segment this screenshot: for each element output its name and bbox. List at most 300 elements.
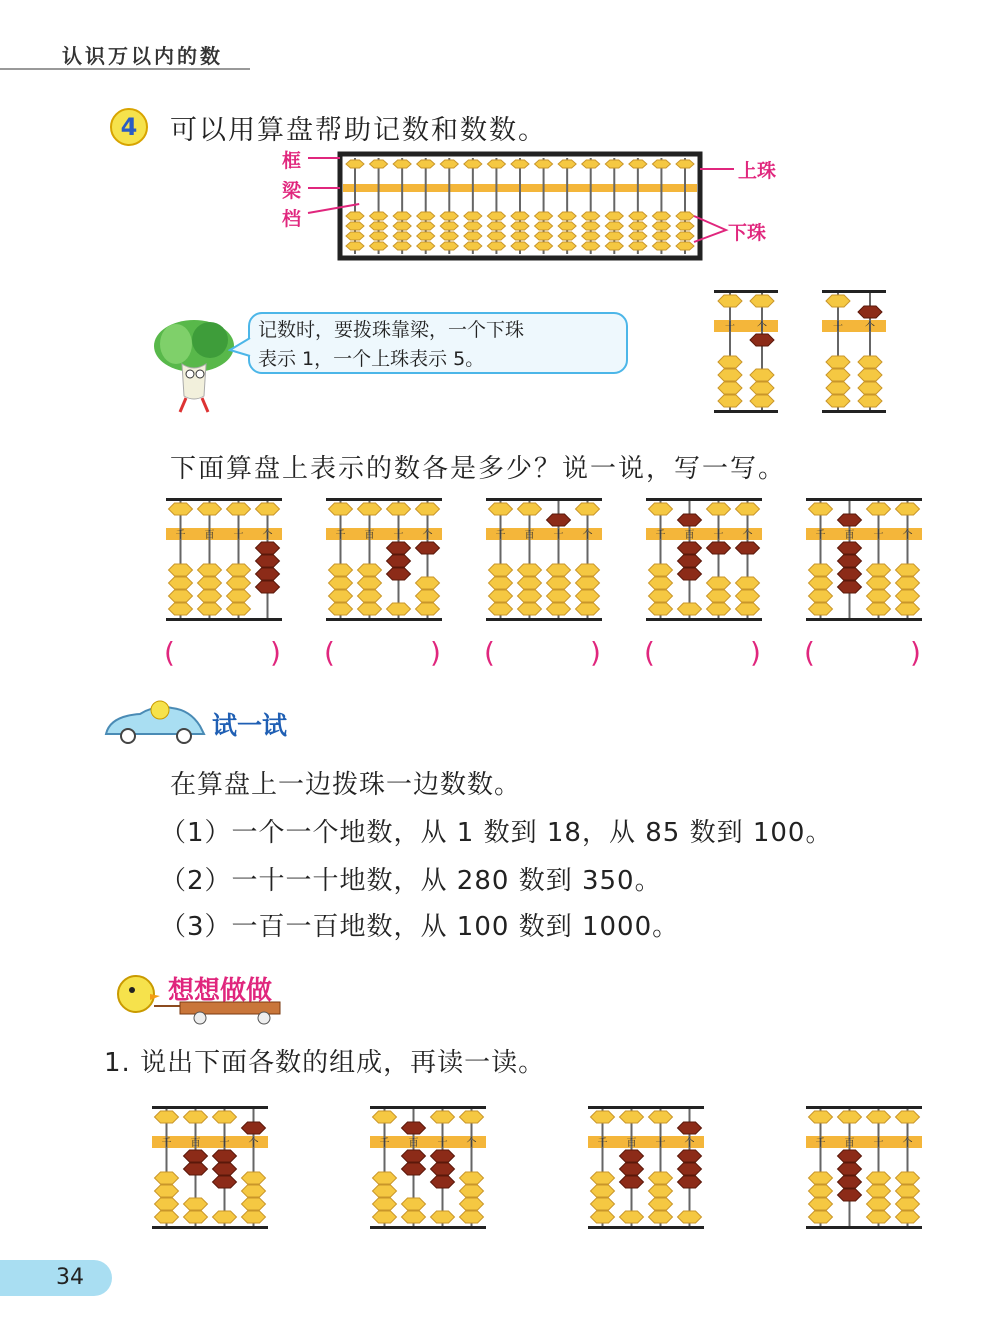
abacus-bead — [620, 1111, 644, 1123]
think-title: 想想做做 — [168, 976, 273, 1006]
abacus-top-bar — [588, 1106, 704, 1109]
abacus-bead — [576, 564, 600, 576]
abacus-bead — [620, 1150, 644, 1162]
try-item-3: （3）一百一百地数，从 100 数到 1000。 — [160, 912, 680, 942]
abacus-bead — [242, 1185, 266, 1197]
abacus-bead — [678, 1211, 702, 1223]
abacus-bead — [431, 1163, 455, 1175]
place-label: 个 — [248, 1138, 259, 1149]
abacus-bead — [329, 577, 353, 589]
place-label: 十 — [393, 530, 404, 541]
abacus-bead — [591, 1198, 615, 1210]
question-abacus — [806, 498, 922, 621]
abacus-top-bar — [806, 1106, 922, 1109]
abacus-bead — [826, 369, 850, 381]
abacus-bead — [358, 590, 382, 602]
example-abacus — [714, 290, 778, 413]
place-label: 千 — [379, 1138, 390, 1149]
abacus-bead — [242, 1198, 266, 1210]
abacus-bead — [809, 1198, 833, 1210]
abacus-bead — [649, 564, 673, 576]
abacus-bead — [184, 1150, 208, 1162]
abacus-bottom-bar — [588, 1226, 704, 1229]
abacus-top-bar — [166, 498, 282, 501]
practice-abacus — [806, 1106, 922, 1229]
abacus-bead — [416, 590, 440, 602]
question-abacus — [326, 498, 442, 621]
abacus-bead — [838, 568, 862, 580]
abacus-bead — [489, 603, 513, 615]
abacus-bead — [678, 542, 702, 554]
abacus-bead — [576, 590, 600, 602]
abacus-bead — [718, 295, 742, 307]
abacus-bead — [184, 1198, 208, 1210]
abacus-bead — [620, 1211, 644, 1223]
abacus-bead — [678, 603, 702, 615]
abacus-bead — [809, 590, 833, 602]
abacus-bead — [838, 514, 862, 526]
abacus-bead — [591, 1185, 615, 1197]
abacus-bead — [649, 590, 673, 602]
place-label: 百 — [524, 530, 535, 541]
abacus-bead — [649, 1111, 673, 1123]
place-label: 百 — [844, 530, 855, 541]
abacus-bead — [826, 382, 850, 394]
place-label: 个 — [865, 322, 875, 333]
place-label: 个 — [262, 530, 273, 541]
abacus-bead — [858, 369, 882, 381]
abacus-bead — [489, 590, 513, 602]
abacus-bead — [518, 503, 542, 515]
abacus-bead — [227, 603, 251, 615]
abacus-bead — [858, 395, 882, 407]
abacus-bead — [402, 1150, 426, 1162]
abacus-bead — [896, 1111, 920, 1123]
abacus-bead — [460, 1211, 484, 1223]
abacus-bead — [227, 590, 251, 602]
abacus-bead — [838, 555, 862, 567]
abacus-bead — [373, 1211, 397, 1223]
abacus-bead — [826, 395, 850, 407]
small-abaci — [152, 290, 922, 1229]
abacus-bead — [750, 295, 774, 307]
chapter-title: 认识万以内的数 — [62, 44, 223, 68]
abacus-bead — [809, 1172, 833, 1184]
abacus-bead — [858, 306, 882, 318]
abacus-bead — [867, 503, 891, 515]
abacus-bead — [387, 555, 411, 567]
abacus-top-bar — [822, 290, 886, 293]
abacus-bead — [155, 1211, 179, 1223]
abacus-bead — [256, 581, 280, 593]
answer-paren-close: ) — [590, 636, 601, 669]
abacus-bead — [838, 581, 862, 593]
abacus-bead — [649, 1172, 673, 1184]
abacus-bead — [431, 1211, 455, 1223]
abacus-bead — [591, 1111, 615, 1123]
place-label: 千 — [161, 1138, 172, 1149]
abacus-bead — [489, 503, 513, 515]
abacus-bead — [518, 564, 542, 576]
abacus-top-bar — [326, 498, 442, 501]
answer-paren-open: ( — [484, 636, 495, 669]
place-label: 百 — [408, 1138, 419, 1149]
abacus-bead — [329, 590, 353, 602]
abacus-bead — [707, 590, 731, 602]
abacus-bead — [649, 503, 673, 515]
abacus-bead — [256, 542, 280, 554]
question-abacus — [166, 498, 282, 621]
abacus-bead — [826, 356, 850, 368]
abacus-bead — [547, 590, 571, 602]
abacus-bead — [718, 395, 742, 407]
abacus-bead — [649, 1185, 673, 1197]
abacus-bead — [358, 564, 382, 576]
abacus-bead — [809, 1211, 833, 1223]
page-number: 34 — [0, 1260, 112, 1296]
abacus-bead — [547, 564, 571, 576]
place-label: 十 — [553, 530, 564, 541]
abacus-bead — [213, 1150, 237, 1162]
place-label: 十 — [873, 530, 884, 541]
place-label: 个 — [582, 530, 593, 541]
place-label: 百 — [364, 530, 375, 541]
question-abacus — [486, 498, 602, 621]
abacus-bead — [736, 577, 760, 589]
place-label: 个 — [902, 1138, 913, 1149]
abacus-bead — [707, 503, 731, 515]
place-label: 千 — [815, 1138, 826, 1149]
abacus-bead — [576, 603, 600, 615]
abacus-top-bar — [646, 498, 762, 501]
abacus-bead — [518, 577, 542, 589]
abacus-bead — [649, 1211, 673, 1223]
answer-paren-close: ) — [270, 636, 281, 669]
abacus-bead — [169, 564, 193, 576]
abacus-bead — [867, 1211, 891, 1223]
abacus-bead — [838, 1163, 862, 1175]
abacus-bead — [460, 1172, 484, 1184]
abacus-bead — [547, 514, 571, 526]
abacus-bead — [736, 590, 760, 602]
answer-paren-close: ) — [910, 636, 921, 669]
label-rod: 档 — [282, 208, 302, 230]
abacus-bead — [387, 542, 411, 554]
abacus-bead — [431, 1111, 455, 1123]
abacus-bead — [649, 603, 673, 615]
abacus-bead — [227, 503, 251, 515]
abacus-bead — [242, 1211, 266, 1223]
abacus-bead — [896, 1198, 920, 1210]
practice-abacus — [588, 1106, 704, 1229]
abacus-bead — [416, 503, 440, 515]
place-label: 千 — [335, 530, 346, 541]
abacus-bead — [460, 1198, 484, 1210]
abacus-bead — [198, 603, 222, 615]
example-number-badge: 4 — [110, 108, 148, 146]
abacus-bead — [227, 577, 251, 589]
abacus-bead — [649, 1198, 673, 1210]
abacus-bead — [213, 1111, 237, 1123]
abacus-bead — [198, 590, 222, 602]
abacus-bead — [227, 564, 251, 576]
car-icon — [100, 700, 210, 746]
label-lower-bead: 下珠 — [728, 222, 767, 244]
place-label: 百 — [844, 1138, 855, 1149]
abacus-bead — [155, 1111, 179, 1123]
abacus-bottom-bar — [152, 1226, 268, 1229]
abacus-bead — [750, 369, 774, 381]
abacus-bead — [591, 1172, 615, 1184]
practice-abacus — [152, 1106, 268, 1229]
abacus-bead — [402, 1198, 426, 1210]
label-frame: 框 — [282, 150, 302, 172]
example-text: 可以用算盘帮助记数和数数。 — [170, 115, 547, 146]
try-intro: 在算盘上一边拨珠一边数数。 — [170, 770, 522, 800]
abacus-bead — [858, 356, 882, 368]
place-label: 千 — [655, 530, 666, 541]
place-label: 十 — [437, 1138, 448, 1149]
abacus-top-bar — [152, 1106, 268, 1109]
abacus-bead — [838, 1176, 862, 1188]
place-label: 千 — [815, 530, 826, 541]
place-label: 个 — [466, 1138, 477, 1149]
try-item-1: （1）一个一个地数，从 1 数到 18，从 85 数到 100。 — [160, 818, 833, 848]
place-label: 个 — [757, 322, 767, 333]
speech-line-2: 表示 1，一个上珠表示 5。 — [258, 348, 485, 370]
abacus-bead — [213, 1176, 237, 1188]
abacus-bead — [896, 1172, 920, 1184]
abacus-bead — [809, 1185, 833, 1197]
abacus-bead — [576, 577, 600, 589]
abacus-bead — [707, 603, 731, 615]
place-label: 十 — [219, 1138, 230, 1149]
abacus-bead — [896, 1211, 920, 1223]
abacus-bead — [184, 1111, 208, 1123]
abacus-bead — [896, 603, 920, 615]
place-label: 十 — [873, 1138, 884, 1149]
abacus-bead — [809, 1111, 833, 1123]
place-label: 十 — [725, 322, 735, 333]
abacus-bead — [736, 503, 760, 515]
abacus-bead — [867, 577, 891, 589]
try-title: 试一试 — [212, 711, 288, 740]
abacus-bead — [867, 1172, 891, 1184]
abacus-bead — [518, 590, 542, 602]
abacus-bead — [198, 577, 222, 589]
abacus-bead — [736, 603, 760, 615]
abacus-bead — [867, 603, 891, 615]
practice-abacus — [370, 1106, 486, 1229]
abacus-bottom-bar — [326, 618, 442, 621]
place-label: 千 — [597, 1138, 608, 1149]
abacus-bead — [718, 382, 742, 394]
answer-paren-close: ) — [430, 636, 441, 669]
abacus-bead — [213, 1211, 237, 1223]
abacus-beam — [822, 320, 886, 332]
abacus-bead — [826, 295, 850, 307]
abacus-bead — [896, 503, 920, 515]
abacus-bottom-bar — [486, 618, 602, 621]
abacus-bead — [460, 1185, 484, 1197]
abacus-bead — [678, 1122, 702, 1134]
abacus-bead — [838, 1111, 862, 1123]
abacus-bottom-bar — [822, 410, 886, 413]
abacus-bead — [576, 503, 600, 515]
abacus-bead — [750, 382, 774, 394]
abacus-top-bar — [370, 1106, 486, 1109]
abacus-bead — [547, 577, 571, 589]
abacus-bead — [358, 503, 382, 515]
abacus-bead — [809, 564, 833, 576]
abacus-bead — [718, 369, 742, 381]
question-text: 下面算盘上表示的数各是多少？说一说，写一写。 — [170, 454, 787, 484]
abacus-bead — [896, 590, 920, 602]
abacus-top-bar — [486, 498, 602, 501]
abacus-bead — [358, 603, 382, 615]
abacus-bead — [329, 503, 353, 515]
abacus-bead — [858, 382, 882, 394]
abacus-bead — [867, 1198, 891, 1210]
abacus-bead — [329, 603, 353, 615]
abacus-bead — [896, 577, 920, 589]
abacus-bottom-bar — [370, 1226, 486, 1229]
abacus-bead — [838, 1189, 862, 1201]
abacus-bead — [256, 555, 280, 567]
abacus-bead — [402, 1163, 426, 1175]
place-label: 个 — [902, 530, 913, 541]
abacus-bead — [896, 564, 920, 576]
abacus-bead — [896, 1185, 920, 1197]
try-item-2: （2）一十一十地数，从 280 数到 350。 — [160, 866, 662, 896]
abacus-top-bar — [806, 498, 922, 501]
abacus-bottom-bar — [806, 618, 922, 621]
abacus-bead — [649, 577, 673, 589]
abacus-bead — [155, 1198, 179, 1210]
answer-paren-open: ( — [164, 636, 175, 669]
place-label: 百 — [190, 1138, 201, 1149]
abacus-bead — [169, 603, 193, 615]
abacus-bead — [373, 1172, 397, 1184]
abacus-bead — [431, 1176, 455, 1188]
abacus-bead — [402, 1122, 426, 1134]
abacus-bead — [718, 356, 742, 368]
abacus-bead — [707, 542, 731, 554]
abacus-bead — [184, 1163, 208, 1175]
abacus-bead — [867, 1185, 891, 1197]
abacus-bead — [460, 1111, 484, 1123]
abacus-bead — [373, 1185, 397, 1197]
abacus-bead — [678, 555, 702, 567]
abacus-bead — [416, 542, 440, 554]
abacus-bead — [213, 1163, 237, 1175]
place-label: 百 — [684, 530, 695, 541]
abacus-bottom-bar — [806, 1226, 922, 1229]
abacus-bead — [387, 603, 411, 615]
place-label: 个 — [422, 530, 433, 541]
abacus-bead — [169, 590, 193, 602]
abacus-bottom-bar — [166, 618, 282, 621]
question-abacus — [646, 498, 762, 621]
abacus-bead — [416, 603, 440, 615]
abacus-bead — [678, 1150, 702, 1162]
abacus-bead — [489, 577, 513, 589]
abacus-bead — [256, 568, 280, 580]
speech-line-1: 记数时，要拨珠靠梁，一个下珠 — [258, 319, 525, 341]
abacus-bead — [416, 577, 440, 589]
place-label: 十 — [655, 1138, 666, 1149]
abacus-bead — [750, 395, 774, 407]
abacus-bead — [155, 1172, 179, 1184]
abacus-bottom-bar — [714, 410, 778, 413]
abacus-bead — [867, 564, 891, 576]
label-upper-bead: 上珠 — [738, 160, 777, 182]
abacus-bead — [198, 564, 222, 576]
abacus-bead — [867, 590, 891, 602]
abacus-bead — [358, 577, 382, 589]
abacus-bead — [809, 603, 833, 615]
abacus-bead — [242, 1122, 266, 1134]
answer-paren-open: ( — [644, 636, 655, 669]
answer-paren-open: ( — [804, 636, 815, 669]
abacus-bead — [256, 503, 280, 515]
abacus-bead — [184, 1211, 208, 1223]
abacus-bead — [169, 503, 193, 515]
place-label: 百 — [204, 530, 215, 541]
example-abacus — [822, 290, 886, 413]
abacus-bead — [198, 503, 222, 515]
place-label: 个 — [684, 1138, 695, 1149]
abacus-bead — [518, 603, 542, 615]
answer-paren-open: ( — [324, 636, 335, 669]
abacus-bead — [373, 1198, 397, 1210]
abacus-bead — [678, 568, 702, 580]
place-label: 千 — [495, 530, 506, 541]
abacus-bead — [678, 514, 702, 526]
place-label: 百 — [626, 1138, 637, 1149]
abacus-bead — [620, 1163, 644, 1175]
place-label: 十 — [833, 322, 843, 333]
abacus-bead — [809, 503, 833, 515]
abacus-bead — [678, 1176, 702, 1188]
abacus-bead — [678, 1163, 702, 1175]
abacus-bead — [169, 577, 193, 589]
abacus-bead — [387, 568, 411, 580]
place-label: 个 — [742, 530, 753, 541]
abacus-bead — [867, 1111, 891, 1123]
place-label: 十 — [233, 530, 244, 541]
think-question-1: 1. 说出下面各数的组成，再读一读。 — [104, 1048, 546, 1078]
abacus-bead — [402, 1211, 426, 1223]
abacus-beam — [714, 320, 778, 332]
answer-paren-close: ) — [750, 636, 761, 669]
abacus-bead — [489, 564, 513, 576]
abacus-bead — [809, 577, 833, 589]
abacus-bead — [242, 1172, 266, 1184]
abacus-bead — [431, 1150, 455, 1162]
place-label: 十 — [713, 530, 724, 541]
abacus-bottom-bar — [646, 618, 762, 621]
abacus-bead — [620, 1176, 644, 1188]
abacus-bead — [707, 577, 731, 589]
abacus-bead — [736, 542, 760, 554]
abacus-top-bar — [714, 290, 778, 293]
abacus-bead — [838, 542, 862, 554]
abacus-bead — [387, 503, 411, 515]
abacus-bead — [838, 1150, 862, 1162]
abacus-bead — [750, 334, 774, 346]
abacus-bead — [155, 1185, 179, 1197]
